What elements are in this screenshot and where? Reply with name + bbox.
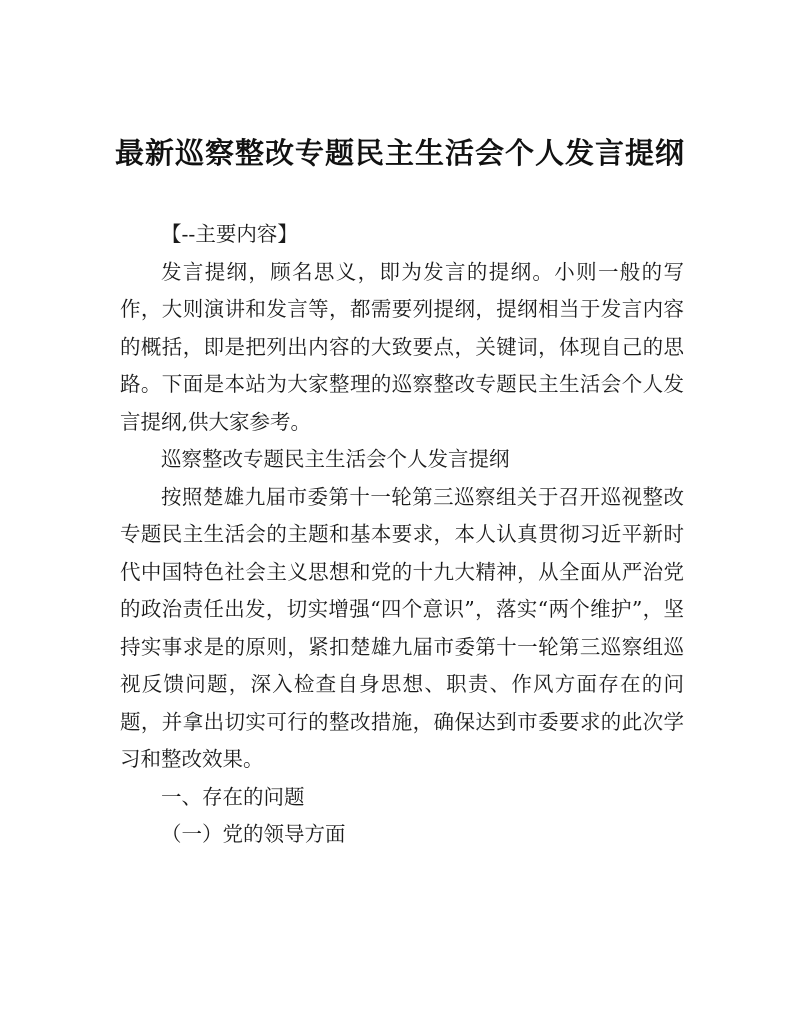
- subsection-heading: （一）党的领导方面: [161, 822, 346, 846]
- body-paragraph: 按照楚雄九届市委第十一轮第三巡察组关于召开巡视整改专题民主生活会的主题和基本要求，本人认真贯彻习近平新时代中国特色社会主义思想和党的十九大精神，从全面从严治党的政治责任出发，切实增强“四个意识”，落实“两个维护”，坚持实事求是的原则，紧扣楚雄九届市委第十一轮第三巡察组巡视反馈问题，深入检查自身思想、职责、作风方面存在的问题，并拿出切实可行的整改措施，确保达到市委要求的此次学习和整改效果。: [120, 484, 684, 771]
- subtitle: 巡察整改专题民主生活会个人发言提纲: [161, 447, 510, 471]
- intro-paragraph: 发言提纲，顾名思义，即为发言的提纲。小则一般的写作，大则演讲和发言等，都需要列提纲，提纲相当于发言内容的概括，即是把列出内容的大致要点，关键词，体现自己的思路。下面是本站为大家整理的巡察整改专题民主生活会个人发言提纲,供大家参考。: [120, 259, 684, 434]
- summary-heading: 【--主要内容】: [161, 222, 298, 246]
- document-body: [120, 216, 684, 854]
- section-heading: 一、存在的问题: [161, 784, 305, 809]
- document-title: 最新巡察整改专题民主生活会个人发言提纲: [114, 136, 685, 170]
